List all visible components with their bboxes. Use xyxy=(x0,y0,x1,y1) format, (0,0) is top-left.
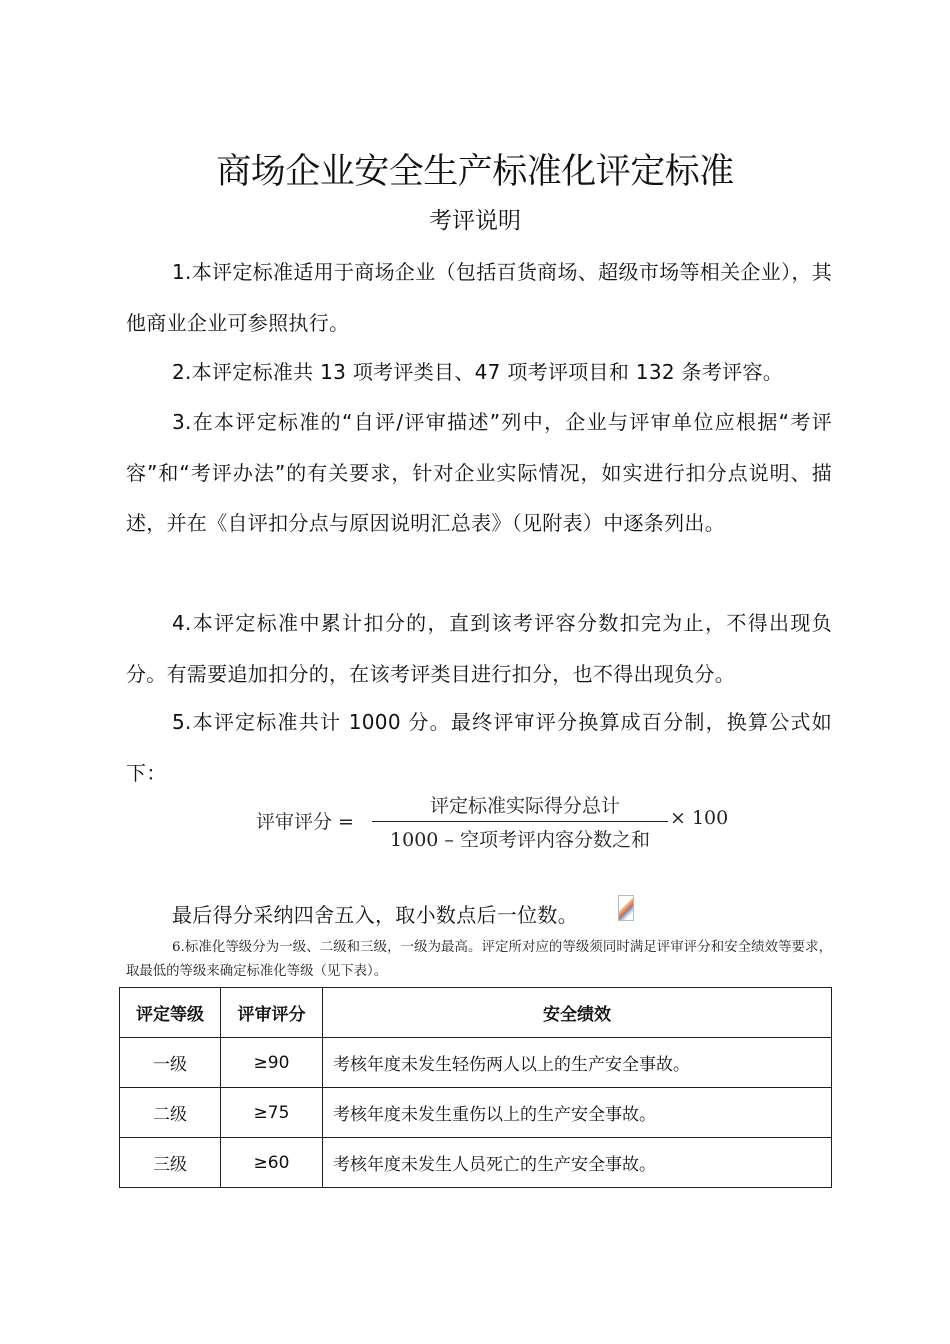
formula-denominator: 1000 – 空项考评内容分数之和 xyxy=(390,829,650,851)
score-formula xyxy=(256,785,736,855)
table-header-row xyxy=(120,988,832,1038)
table-row xyxy=(120,1038,832,1088)
paragraph-1: 1.本评定标准适用于商场企业（包括百货商场、超级市场等相关企业），其他商业企业可参照执行。 xyxy=(126,260,832,335)
score-cell: ≥90 xyxy=(221,1038,323,1088)
grading-note: 6.标准化等级分为一级、二级和三级，一级为最高。评定所对应的等级须同时满足评审评分和安全绩效等要求，取最低的等级来确定标准化等级（见下表）。 xyxy=(126,940,832,979)
table-header-cell: 评定等级 xyxy=(120,988,221,1038)
paragraph-5: 5.本评定标准共计 1000 分。最终评审评分换算成百分制，换算公式如下： xyxy=(126,710,832,785)
performance-cell: 考核年度未发生轻伤两人以上的生产安全事故。 xyxy=(323,1038,832,1088)
formula-numerator: 评定标准实际得分总计 xyxy=(429,795,620,817)
grade-cell: 三级 xyxy=(120,1138,221,1188)
score-cell: ≥75 xyxy=(221,1088,323,1138)
fraction-bar xyxy=(372,821,668,822)
table-row xyxy=(120,1088,832,1138)
broken-image-icon xyxy=(618,895,634,921)
performance-cell: 考核年度未发生重伤以上的生产安全事故。 xyxy=(323,1088,832,1138)
paragraph-2: 2.本评定标准共 13 项考评类目、47 项考评项目和 132 条考评容。 xyxy=(172,360,784,384)
grade-cell: 一级 xyxy=(120,1038,221,1088)
performance-cell: 考核年度未发生人员死亡的生产安全事故。 xyxy=(323,1138,832,1188)
paragraph-3: 3.在本评定标准的“自评/评审描述”列中，企业与评审单位应根据“考评容”和“考评办法”的有关要求，针对企业实际情况，如实进行扣分点说明、描述，并在《自评扣分点与原因说明汇总表》（见附表）中逐条列出。 xyxy=(126,410,832,535)
table-row xyxy=(120,1138,832,1188)
formula-rhs: × 100 xyxy=(670,807,729,829)
document-title: 商场企业安全生产标准化评定标准 xyxy=(216,152,734,192)
grade-table xyxy=(119,987,832,1188)
section-subtitle: 考评说明 xyxy=(429,208,521,234)
formula-lhs: 评审评分 = xyxy=(256,811,354,833)
table-header-cell: 安全绩效 xyxy=(323,988,832,1038)
rounding-note: 最后得分采纳四舍五入，取小数点后一位数。 xyxy=(172,903,578,927)
table-header-cell: 评审评分 xyxy=(221,988,323,1038)
paragraph-4: 4.本评定标准中累计扣分的，直到该考评容分数扣完为止，不得出现负分。有需要追加扣分的，在该考评类目进行扣分，也不得出现负分。 xyxy=(126,611,832,686)
score-cell: ≥60 xyxy=(221,1138,323,1188)
grade-cell: 二级 xyxy=(120,1088,221,1138)
